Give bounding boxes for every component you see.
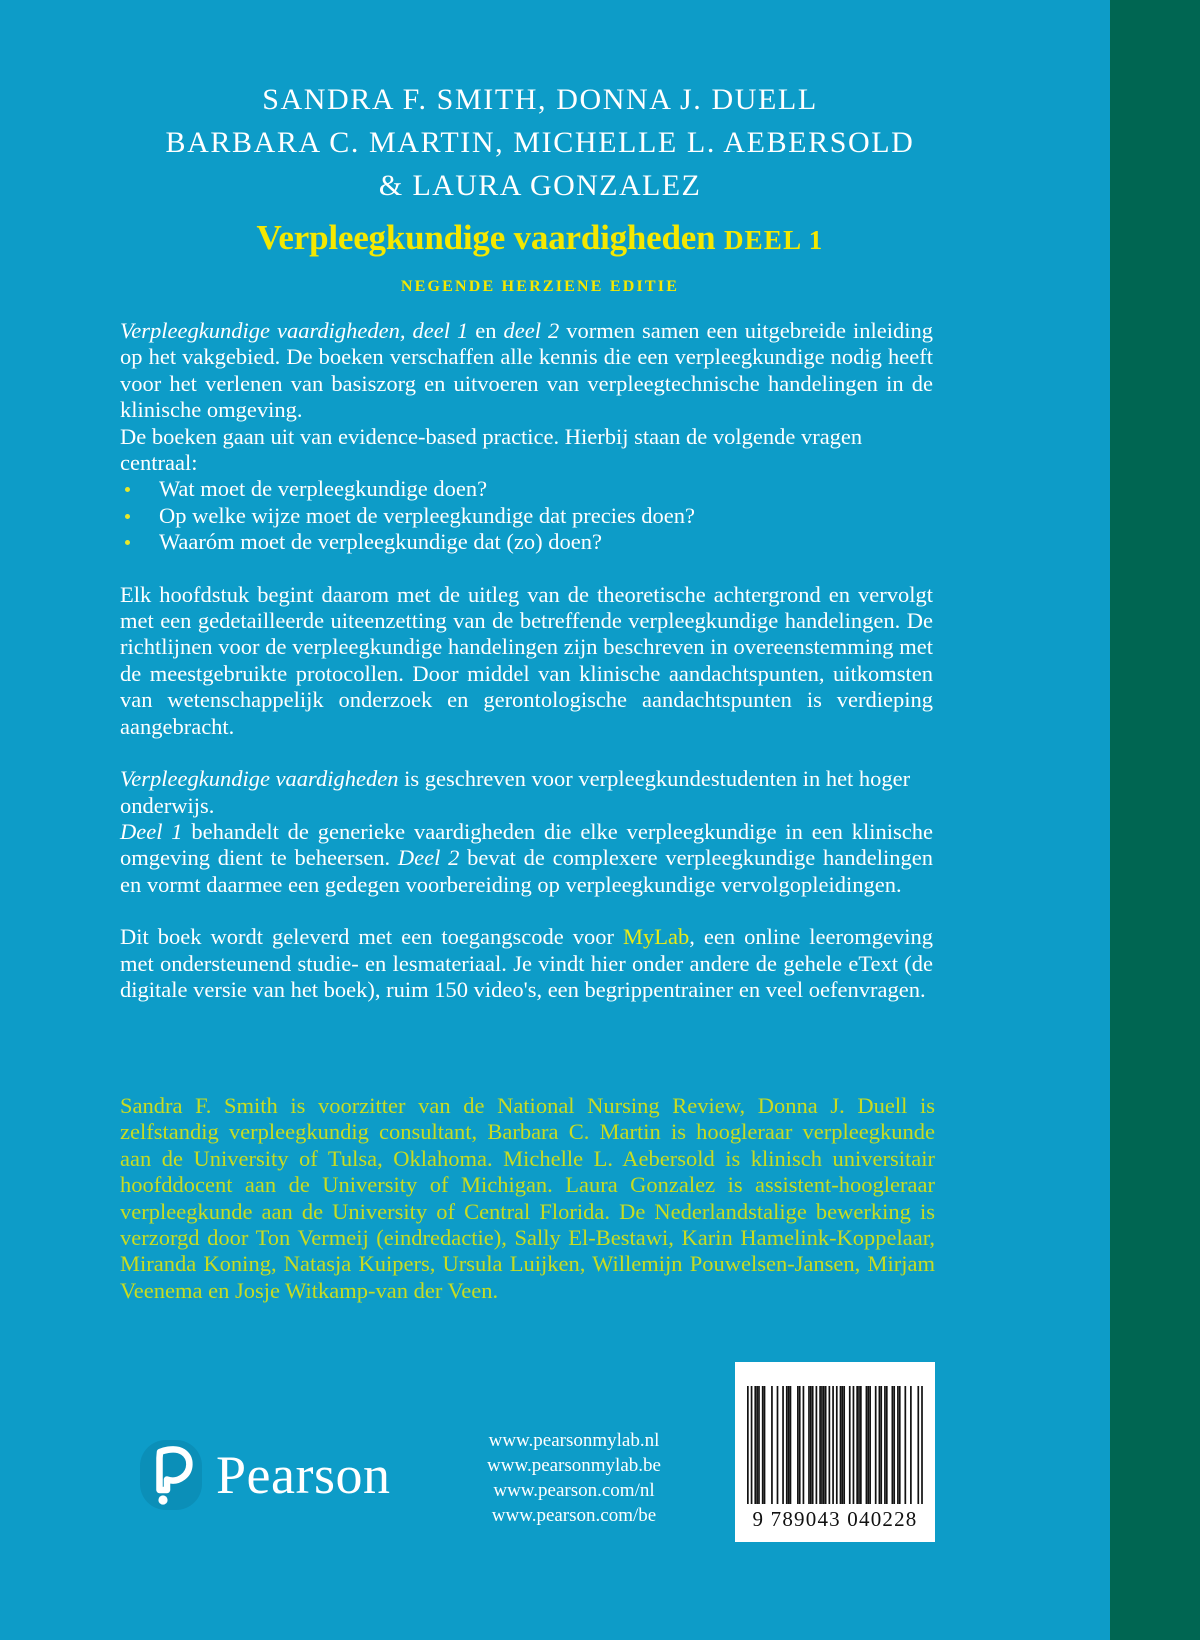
book-title-part: DEEL 1: [723, 225, 824, 255]
pearson-p-glyph: [140, 1440, 202, 1510]
url-pearson-be[interactable]: www.pearson.com/be: [491, 1505, 657, 1526]
list-item: [120, 529, 933, 555]
audience-rest: is geschreven voor verpleegkundestudenten in het hoger onderwijs.: [120, 766, 911, 818]
author-biography-text: Sandra F. Smith is voorzitter van de National Nursing Review, Donna J. Duell is zelfstandig verpleegkundig consultant, Barbara C. Martin is hoogleraar verpleegkunde aan de University of Tulsa, Oklahoma. Michelle L. Aebersold is klinisch universitair hoofddocent aan de University of Michigan. Laura Gonzalez is assistent-hoogleraar verpleegkunde aan de University of Central Florida. De Nederlandstalige bewerking is verzorgd door Ton Vermeij (eindredactie), Sally El-Bestawi, Karin Hamelink-Koppelaar, Miranda Koning, Natasja Kuipers, Ursula Luijken, Willemijn Pouwelsen-Jansen, Mirjam Veenema en Josje Witkamp-van der Veen.: [120, 1093, 935, 1303]
title-mention-2: deel 2: [503, 318, 560, 343]
pearson-logo: [140, 1440, 390, 1510]
book-title: [257, 218, 824, 257]
pearson-interrobang-icon: [140, 1440, 202, 1510]
isbn-number: 9 789043 040228: [752, 1507, 918, 1531]
paragraph-spacer: [120, 740, 933, 766]
author-biography: [120, 1093, 935, 1304]
website-urls: [474, 1428, 674, 1528]
question-2: Op welke wijze moet de verpleegkundige dat precies doen?: [159, 502, 696, 528]
paragraph-evidence: De boeken gaan uit van evidence-based practice. Hierbij staan de volgende vragen centraal:: [120, 423, 863, 476]
central-questions-list: [120, 476, 933, 555]
paragraph-spacer: [120, 898, 933, 924]
part-mention-2: Deel 2: [397, 845, 460, 871]
spine-strip: [1110, 0, 1200, 1640]
paragraph-chapters: Elk hoofdstuk begint daarom met de uitleg van de theoretische achtergrond en vervolgt met een gedetailleerde uiteenzetting van de betreffende verpleegkundige handelingen. De richtlijnen voor de verpleegkundige handelingen zijn beschreven in overeenstemming met de meestgebruikte protocollen. Door middel van klinische aandachtspunten, uitkomsten van wetenschappelijk onderzoek en gerontologische aandachtspunten is verdieping aangebracht.: [120, 581, 933, 739]
pearson-wordmark: Pearson: [216, 1445, 391, 1505]
paragraph-mylab: [120, 924, 933, 1003]
edition-label: NEGENDE HERZIENE EDITIE: [400, 278, 680, 295]
url-pearsonmylab-be[interactable]: www.pearsonmylab.be: [487, 1455, 661, 1476]
mylab-label: MyLab: [623, 924, 690, 950]
url-pearsonmylab-nl[interactable]: www.pearsonmylab.nl: [488, 1430, 660, 1451]
author-line-1: SANDRA F. SMITH, DONNA J. DUELL: [262, 83, 818, 116]
intro-rest: vormen samen een uitgebreide inleiding op het vakgebied. De boeken verschaffen alle kennis die een verpleegkundige nodig heeft voor het verlenen van basiszorg en uitvoeren van verpleegtechnische handelingen in de klinische omgeving.: [120, 318, 933, 423]
parts-text-1: behandelt de generieke vaardigheden die elke verpleegkundige in een klinische omgeving dient te beheersen.: [120, 818, 933, 871]
author-line-2: BARBARA C. MARTIN, MICHELLE L. AEBERSOLD: [165, 126, 915, 159]
list-item: [120, 503, 933, 529]
book-title-main: Verpleegkundige vaardigheden: [256, 218, 716, 257]
url-pearson-nl[interactable]: www.pearson.com/nl: [493, 1480, 655, 1501]
isbn-barcode-box: [735, 1362, 935, 1542]
bullet-dot-icon: [125, 540, 130, 545]
bullet-dot-icon: [125, 514, 130, 519]
paragraph-intro: [120, 318, 933, 424]
intro-connector: en: [468, 318, 504, 343]
parts-text-2: bevat de complexere verpleegkundige handelingen en vormt daarmee een gedegen voorbereiding op verpleegkundige vervolgopleidingen.: [120, 845, 933, 897]
bullet-dot-icon: [125, 487, 130, 492]
paragraph-audience: [120, 766, 933, 819]
question-3: Waaróm moet de verpleegkundige dat (zo) doen?: [159, 529, 603, 555]
title-block: [120, 218, 960, 258]
paragraph-spacer: [120, 556, 933, 582]
barcode-bars-icon: [747, 1386, 923, 1504]
mylab-text-before: Dit boek wordt geleverd met een toegangscode voor: [120, 924, 623, 950]
title-mention-3: Verpleegkundige vaardigheden: [120, 766, 399, 792]
question-1: Wat moet de verpleegkundige doen?: [159, 476, 488, 502]
authors-block: [120, 78, 960, 207]
title-mention-1: Verpleegkundige vaardigheden, deel 1: [120, 318, 469, 343]
list-item: [120, 476, 933, 502]
author-line-3: & LAURA GONZALEZ: [378, 169, 702, 202]
back-cover-description: [120, 318, 933, 1003]
part-mention-1: Deel 1: [120, 818, 183, 844]
mylab-text-after: , een online leeromgeving met ondersteunend studie- en lesmateriaal. Je vindt hier onder andere de gehele eText (de digitale versie van het boek), ruim 150 video's, een begrippentrainer en veel oefenvragen.: [120, 924, 934, 1002]
paragraph-parts: [120, 819, 933, 898]
